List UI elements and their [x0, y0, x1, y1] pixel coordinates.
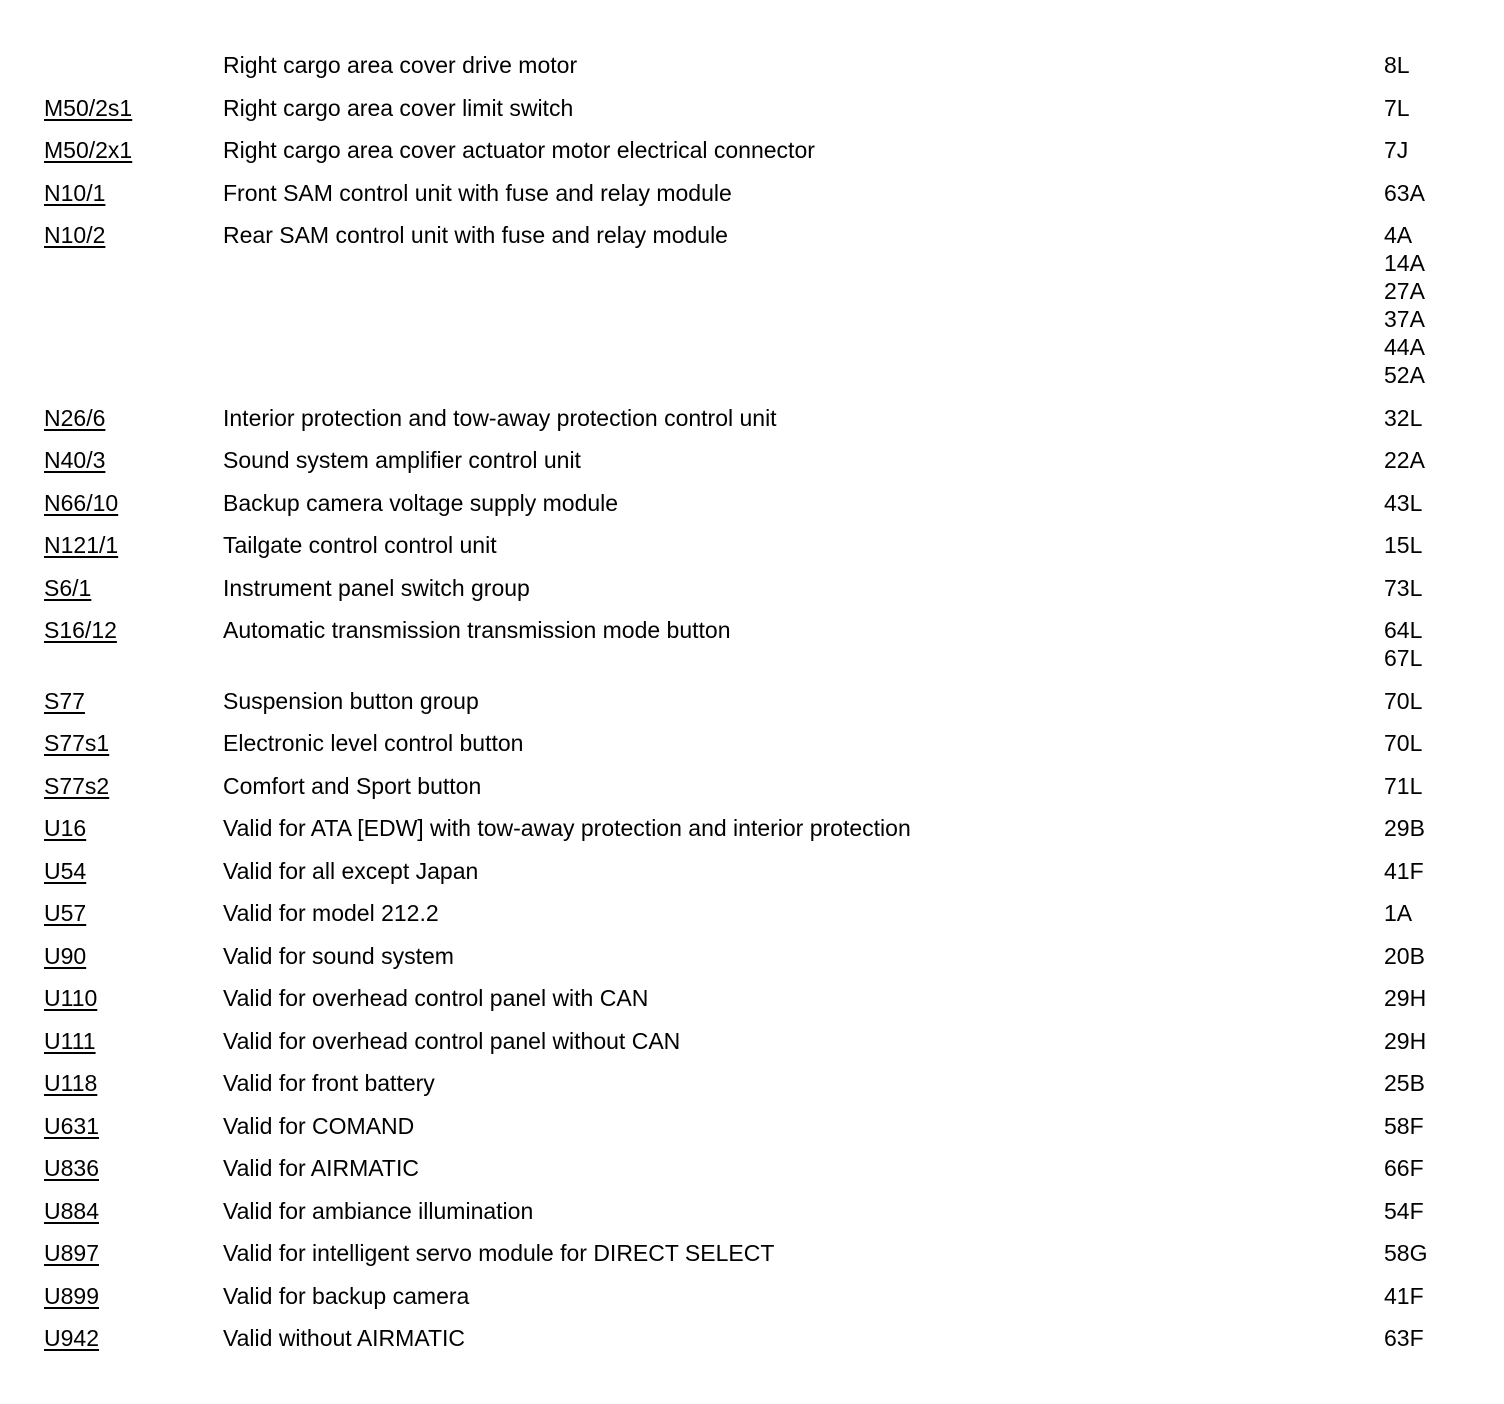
component-description: Valid for AIRMATIC: [223, 1155, 419, 1181]
component-code-link[interactable]: S6/1: [44, 574, 92, 601]
grid-reference-list: [1384, 531, 1422, 559]
component-description: Right cargo area cover limit switch: [223, 94, 574, 121]
component-code-link[interactable]: U897: [44, 1240, 99, 1266]
grid-reference: 54F: [1384, 1197, 1424, 1224]
component-code-link[interactable]: S77s1: [44, 730, 110, 756]
grid-reference-list: [1384, 221, 1425, 389]
component-description: Valid for ATA [EDW] with tow-away protection and interior protection: [223, 815, 911, 841]
component-description: Valid for all except Japan: [223, 857, 479, 884]
component-code-link[interactable]: N66/10: [44, 489, 119, 516]
grid-reference-list: [1384, 179, 1425, 207]
component-code-link[interactable]: U899: [44, 1282, 99, 1309]
grid-reference-list: [1384, 1197, 1424, 1225]
grid-reference: 43L: [1384, 489, 1423, 516]
grid-reference-list: [1384, 446, 1425, 474]
grid-reference-list: [1384, 814, 1425, 842]
component-description: Valid for COMAND: [223, 1112, 415, 1139]
component-description: Tailgate control control unit: [223, 532, 497, 558]
component-code-link[interactable]: M50/2x1: [44, 137, 133, 163]
grid-reference: 27A: [1384, 278, 1425, 304]
grid-reference: 22A: [1384, 447, 1425, 473]
component-code-link[interactable]: S77: [44, 687, 85, 714]
grid-reference: 70L: [1384, 730, 1423, 756]
grid-reference: 41F: [1384, 1282, 1424, 1309]
grid-reference: 70L: [1384, 687, 1423, 714]
grid-reference: 41F: [1384, 857, 1424, 884]
component-description: Right cargo area cover drive motor: [223, 52, 578, 78]
component-code-link[interactable]: N40/3: [44, 447, 106, 473]
component-code-link[interactable]: N10/1: [44, 179, 106, 206]
grid-reference-list: [1384, 687, 1422, 715]
component-code-link[interactable]: U836: [44, 1155, 99, 1181]
component-code-link[interactable]: S77s2: [44, 772, 110, 799]
grid-reference-list: [1384, 1282, 1424, 1310]
grid-reference: 71L: [1384, 772, 1423, 799]
grid-reference: 15L: [1384, 532, 1423, 558]
grid-reference: 37A: [1384, 306, 1425, 332]
component-description: Instrument panel switch group: [223, 574, 530, 601]
component-description: Valid for backup camera: [223, 1282, 470, 1309]
component-code-link[interactable]: M50/2s1: [44, 94, 133, 121]
component-code-link[interactable]: U942: [44, 1325, 99, 1351]
component-description: Valid for ambiance illumination: [223, 1197, 534, 1224]
grid-reference: 58F: [1384, 1112, 1424, 1139]
component-description: Interior protection and tow-away protection control unit: [223, 404, 777, 431]
grid-reference: 32L: [1384, 404, 1423, 431]
grid-reference-list: [1384, 984, 1426, 1012]
grid-reference: 14A: [1384, 250, 1425, 276]
grid-reference-list: [1384, 136, 1408, 164]
grid-reference: 63F: [1384, 1325, 1424, 1351]
component-description: Valid for overhead control panel without CAN: [223, 1027, 681, 1054]
component-description: Automatic transmission transmission mode button: [223, 617, 731, 643]
component-description: Front SAM control unit with fuse and relay module: [223, 179, 732, 206]
component-code-link[interactable]: N121/1: [44, 532, 119, 558]
component-description: Right cargo area cover actuator motor electrical connector: [223, 137, 815, 163]
grid-reference: 58G: [1384, 1240, 1428, 1266]
grid-reference: 67L: [1384, 645, 1423, 671]
grid-reference: 64L: [1384, 617, 1423, 643]
grid-reference: 29H: [1384, 1027, 1427, 1054]
component-code-link[interactable]: U54: [44, 857, 87, 884]
grid-reference: 20B: [1384, 942, 1425, 969]
grid-reference-list: [1384, 574, 1422, 602]
grid-reference: 25B: [1384, 1070, 1425, 1096]
component-code-link[interactable]: U57: [44, 900, 87, 926]
component-code-link[interactable]: U16: [44, 815, 87, 841]
grid-reference-list: [1384, 857, 1424, 885]
grid-reference: 66F: [1384, 1155, 1424, 1181]
grid-reference-list: [1384, 1154, 1424, 1182]
grid-reference-list: [1384, 1239, 1427, 1267]
grid-reference-list: [1384, 1069, 1425, 1097]
component-description: Comfort and Sport button: [223, 772, 482, 799]
component-code-link[interactable]: S16/12: [44, 617, 117, 643]
component-code-link[interactable]: N26/6: [44, 404, 106, 431]
grid-reference: 63A: [1384, 179, 1425, 206]
grid-reference: 52A: [1384, 362, 1425, 388]
component-description: Valid for sound system: [223, 942, 454, 969]
component-code-link[interactable]: U884: [44, 1197, 99, 1224]
component-code-link[interactable]: U631: [44, 1112, 99, 1139]
grid-reference: 1A: [1384, 900, 1413, 926]
grid-reference: 4A: [1384, 222, 1413, 248]
grid-reference-list: [1384, 942, 1425, 970]
component-description: Valid for front battery: [223, 1070, 435, 1096]
grid-reference: 73L: [1384, 574, 1423, 601]
grid-reference: 7J: [1384, 137, 1409, 163]
grid-reference-list: [1384, 616, 1422, 672]
grid-reference-list: [1384, 1112, 1424, 1140]
grid-reference-list: [1384, 404, 1422, 432]
component-description: Valid without AIRMATIC: [223, 1325, 466, 1351]
component-code-link[interactable]: U90: [44, 942, 87, 969]
component-description: Electronic level control button: [223, 730, 524, 756]
component-code-link[interactable]: U110: [44, 985, 98, 1011]
grid-reference-list: [1384, 489, 1422, 517]
component-code-link[interactable]: U111: [44, 1027, 96, 1054]
grid-reference-list: [1384, 1027, 1426, 1055]
grid-reference-list: [1384, 94, 1410, 122]
component-description: Rear SAM control unit with fuse and relay module: [223, 222, 728, 248]
component-description: Backup camera voltage supply module: [223, 489, 619, 516]
grid-reference: 29B: [1384, 815, 1425, 841]
grid-reference: 7L: [1384, 94, 1410, 121]
component-description: Suspension button group: [223, 687, 479, 714]
component-description: Valid for overhead control panel with CAN: [223, 985, 649, 1011]
grid-reference-list: [1384, 51, 1410, 79]
grid-reference-list: [1384, 729, 1422, 757]
component-code-link[interactable]: U118: [44, 1070, 98, 1096]
grid-reference: 29H: [1384, 985, 1427, 1011]
grid-reference-list: [1384, 1324, 1424, 1352]
component-description: Sound system amplifier control unit: [223, 447, 581, 473]
component-description: Valid for intelligent servo module for DIRECT SELECT: [223, 1240, 775, 1266]
grid-reference-list: [1384, 772, 1422, 800]
grid-reference: 44A: [1384, 334, 1425, 360]
component-code-link[interactable]: N10/2: [44, 222, 106, 248]
grid-reference-list: [1384, 899, 1412, 927]
component-description: Valid for model 212.2: [223, 900, 439, 926]
grid-reference: 8L: [1384, 52, 1410, 78]
